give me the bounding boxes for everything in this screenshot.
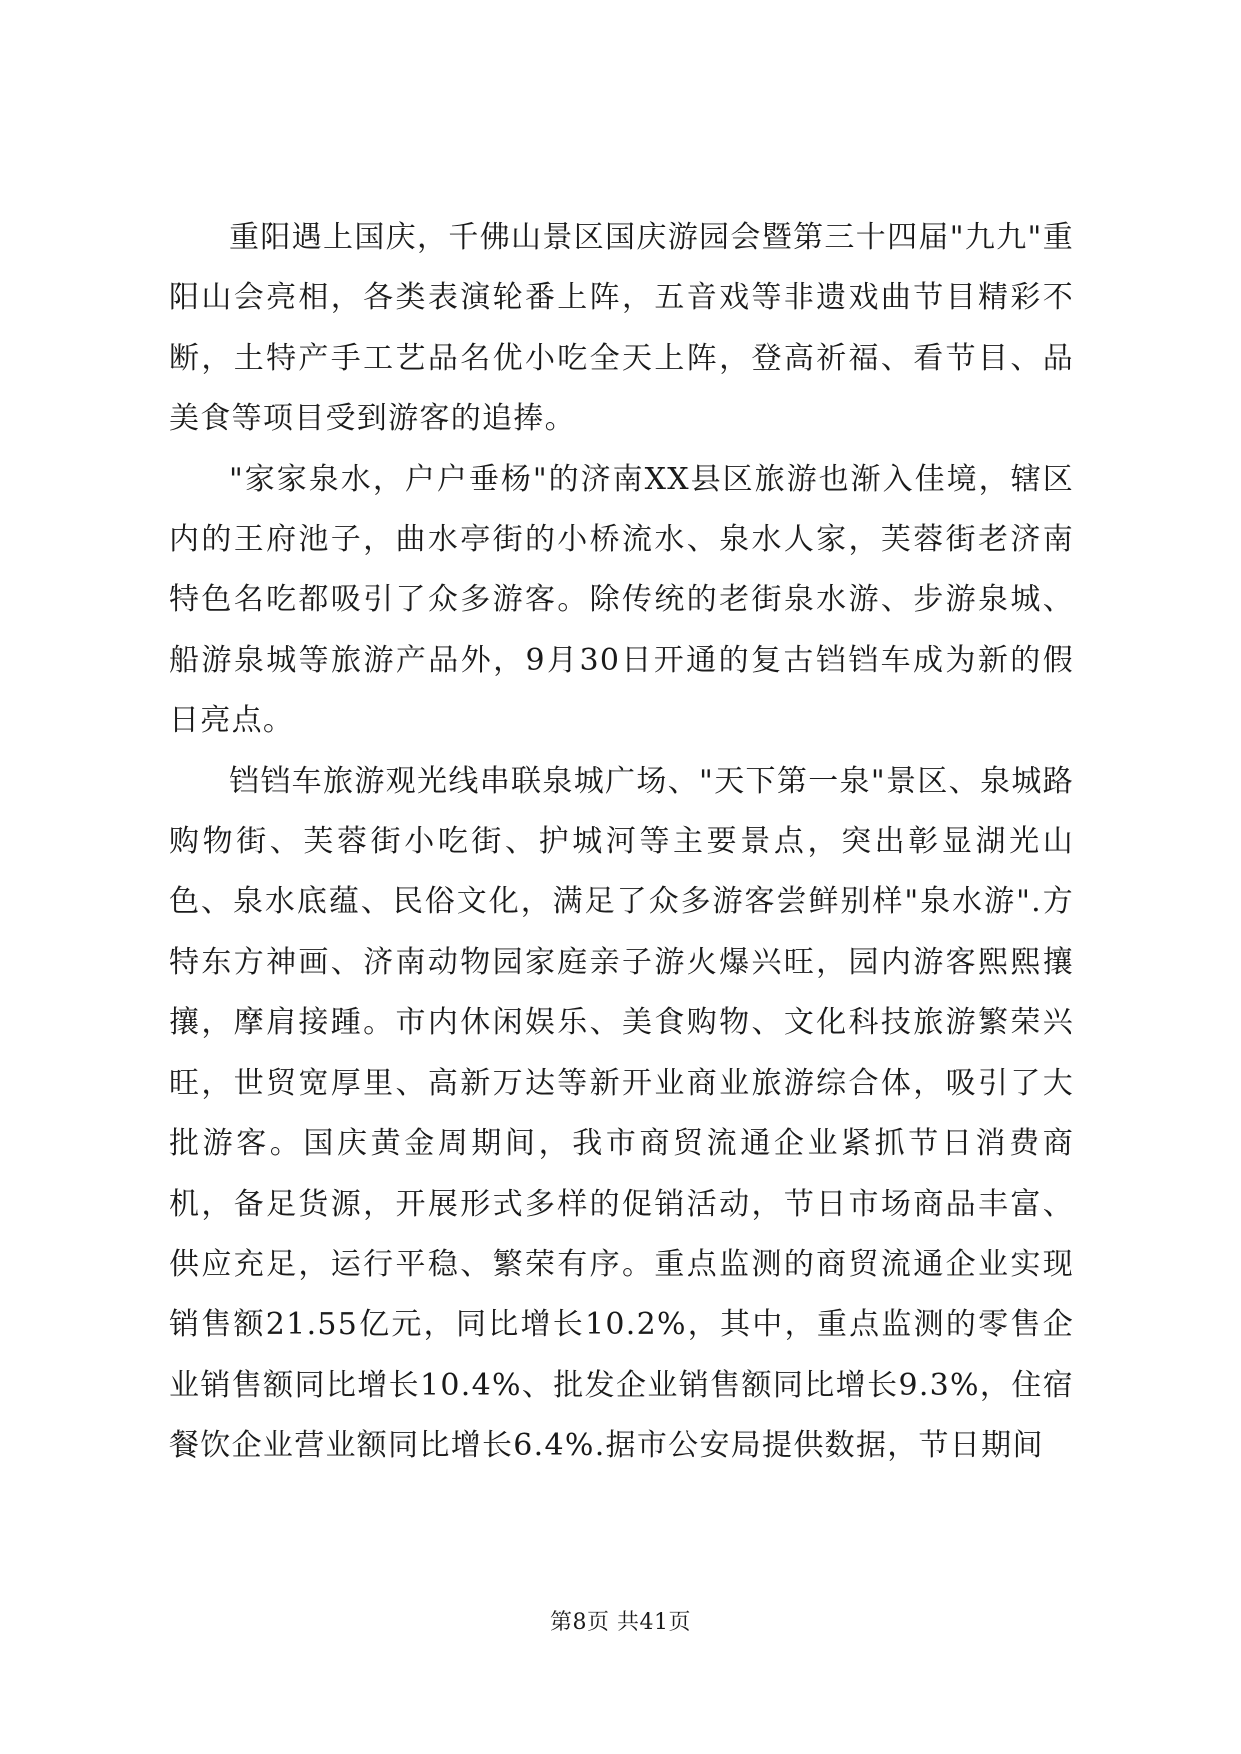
paragraph-district-tourism: "家家泉水，户户垂杨"的济南XX县区旅游也渐入佳境，辖区内的王府池子，曲水亭街的小桥流水、泉水人家，芙蓉街老济南特色名吃都吸引了众多游客。除传统的老街泉水游、步游泉城、船游泉城等旅游产品外，9月30日开通的复古铛铛车成为新的假日亮点。 xyxy=(169,461,1074,739)
paragraph-chongyang-festival: 重阳遇上国庆，千佛山景区国庆游园会暨第三十四届"九九"重阳山会亮相，各类表演轮番上阵，五音戏等非遗戏曲节目精彩不断，土特产手工艺品名优小吃全天上阵，登高祈福、看节目、品美食等项目受到游客的追捧。 xyxy=(169,220,1074,437)
paragraph-tram-and-commerce: 铛铛车旅游观光线串联泉城广场、"天下第一泉"景区、泉城路购物街、芙蓉街小吃街、护城河等主要景点，突出彰显湖光山色、泉水底蕴、民俗文化，满足了众多游客尝鲜别样"泉水游".方特东方神画、济南动物园家庭亲子游火爆兴旺，园内游客熙熙攘攘，摩肩接踵。市内休闲娱乐、美食购物、文化科技旅游繁荣兴旺，世贸宽厚里、高新万达等新开业商业旅游综合体，吸引了大批游客。国庆黄金周期间，我市商贸流通企业紧抓节日消费商机，备足货源，开展形式多样的促销活动，节日市场商品丰富、供应充足，运行平稳、繁荣有序。重点监测的商贸流通企业实现销售额21.55亿元，同比增长10.2%，其中，重点监测的零售企业销售额同比增长10.4%、批发企业销售额同比增长9.3%，住宿餐饮企业营业额同比增长6.4%.据市公安局提供数据，节日期间 xyxy=(169,763,1074,1464)
document-body xyxy=(169,208,1074,1477)
page-number-footer: 第8页 共41页 xyxy=(550,1610,691,1635)
